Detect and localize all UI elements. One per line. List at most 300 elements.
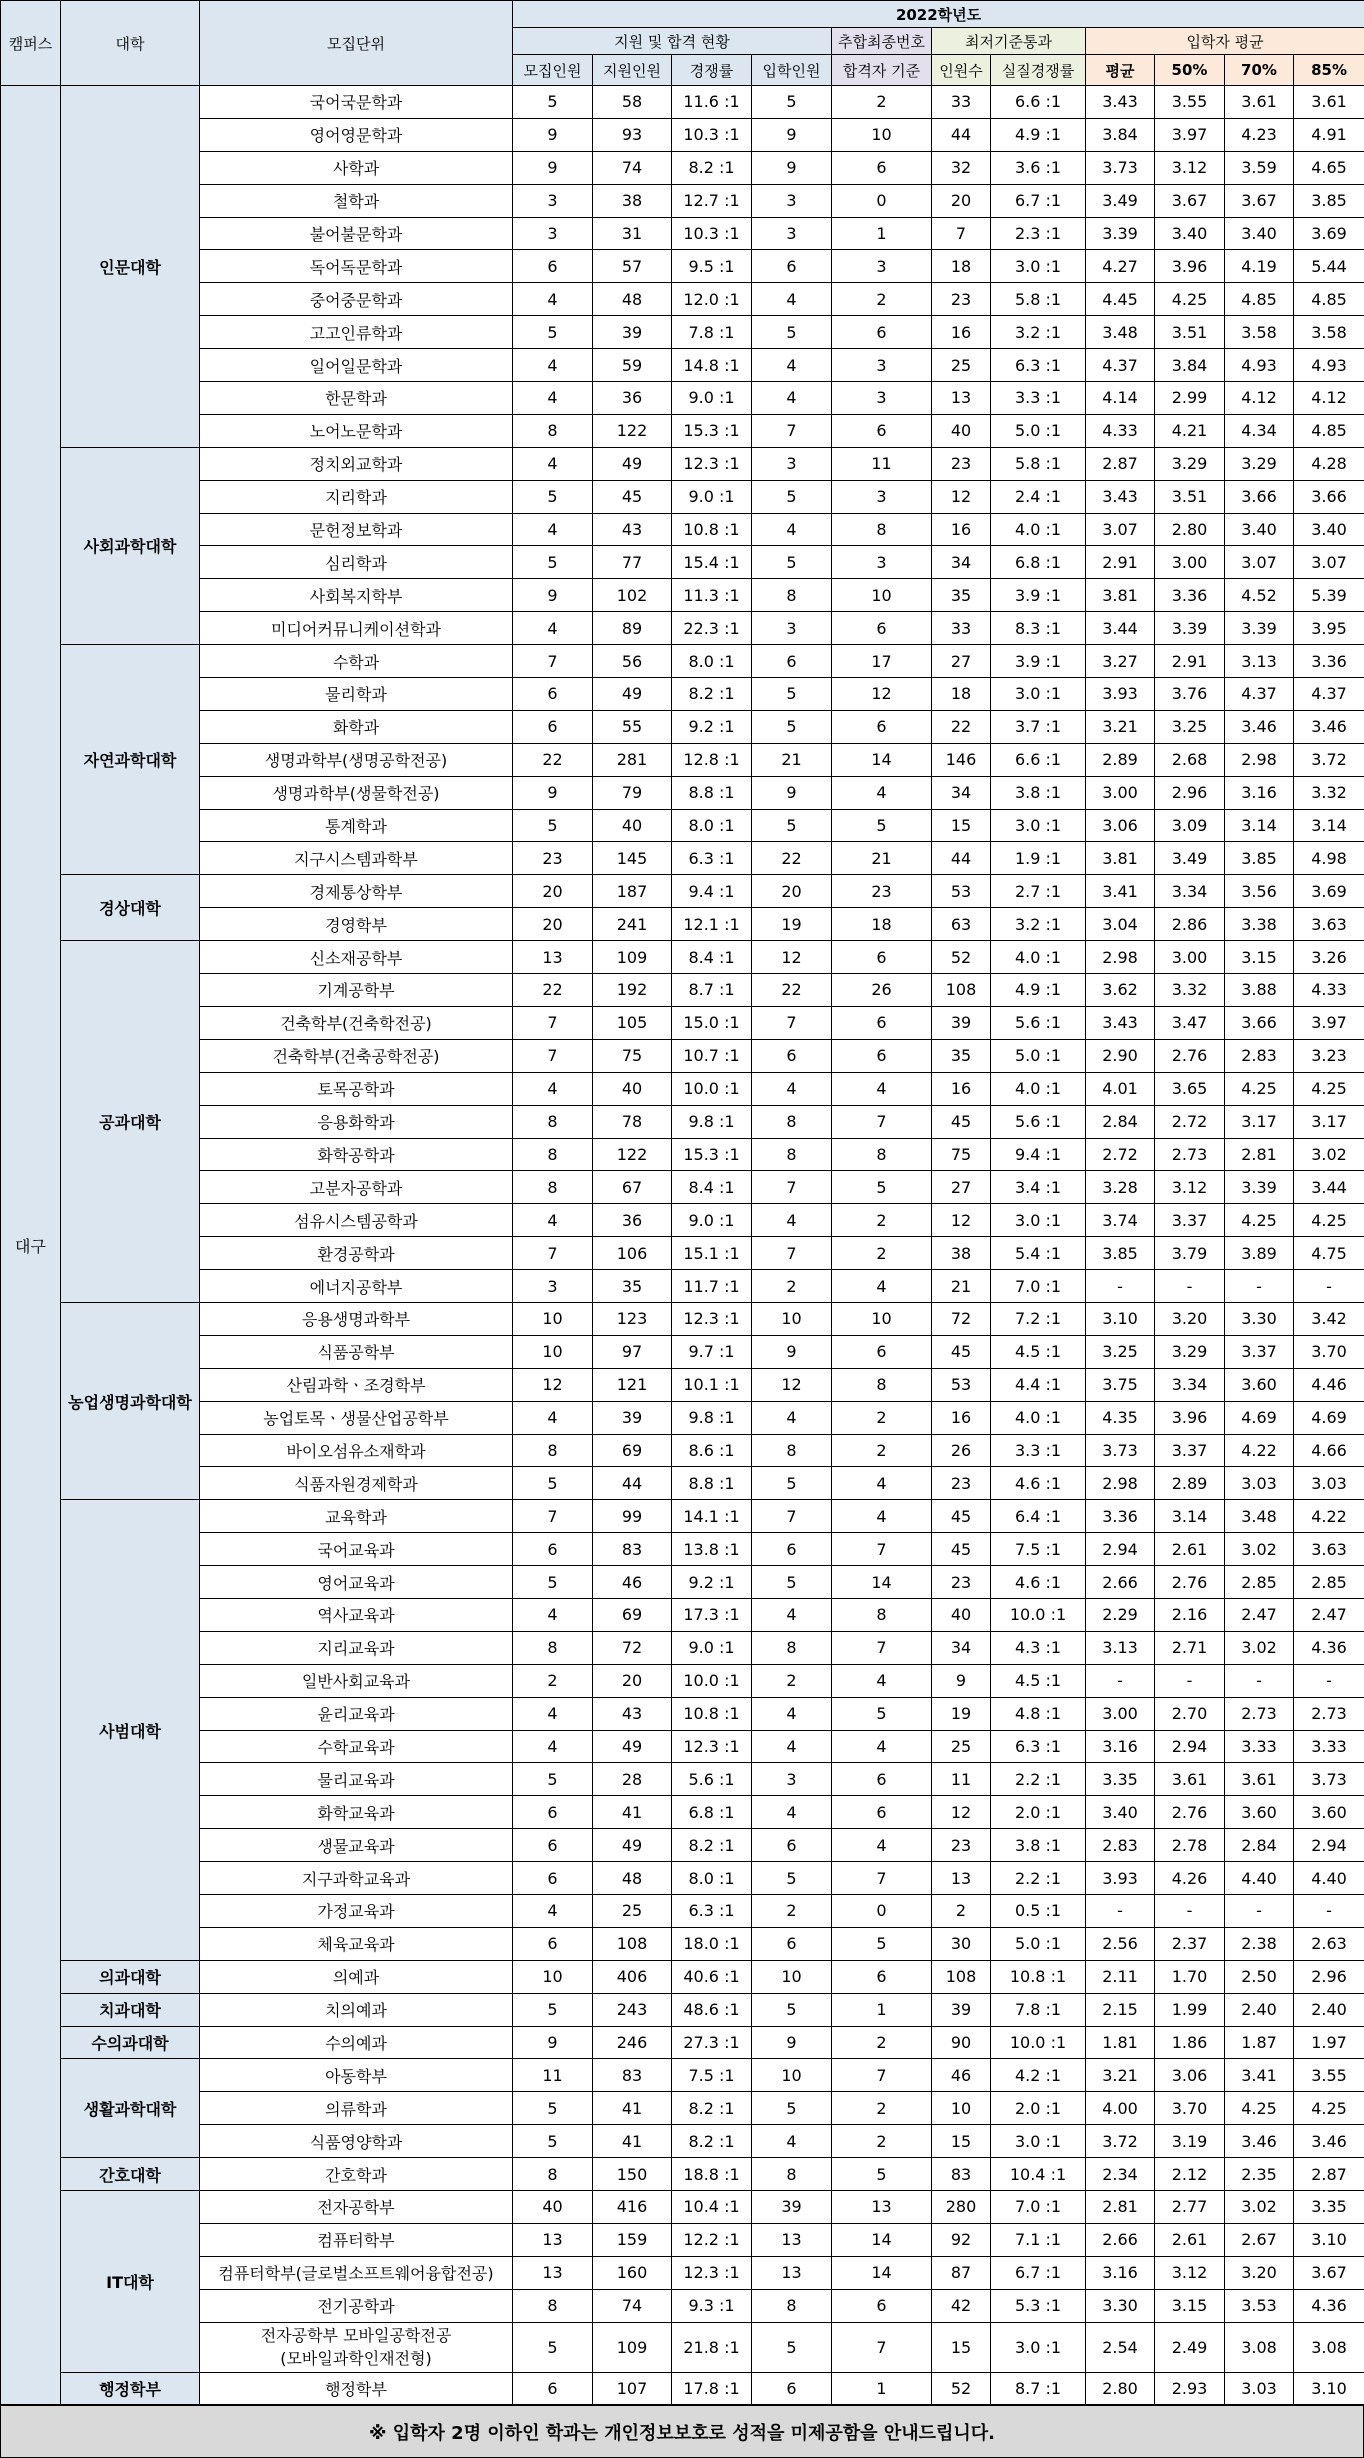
value-cell: 4 <box>832 1500 932 1533</box>
value-cell: 4.25 <box>1294 1204 1364 1237</box>
value-cell: 35 <box>932 1039 991 1072</box>
value-cell: 3.46 <box>1225 2125 1294 2158</box>
value-cell: 3.8 :1 <box>991 776 1086 809</box>
value-cell: 4.85 <box>1225 283 1294 316</box>
value-cell: 3.70 <box>1155 2092 1225 2125</box>
table-row <box>1 118 1364 151</box>
value-cell: 3.59 <box>1225 151 1294 184</box>
value-cell: 5.44 <box>1294 250 1364 283</box>
unit-name-cell: 컴퓨터학부(글로벌소프트웨어융합전공) <box>200 2256 513 2289</box>
table-row <box>1 1237 1364 1270</box>
value-cell: 2.3 :1 <box>991 217 1086 250</box>
value-cell: 1.81 <box>1086 2026 1155 2059</box>
value-cell: 12 <box>832 678 932 711</box>
unit-name-cell: 경영학부 <box>200 908 513 941</box>
value-cell: 280 <box>932 2191 991 2224</box>
value-cell: 3.20 <box>1155 1302 1225 1335</box>
value-cell: 3.43 <box>1086 480 1155 513</box>
value-cell: 14 <box>832 1566 932 1599</box>
value-cell: 2.76 <box>1155 1566 1225 1599</box>
apply-group-header: 지원 및 합격 현황 <box>513 28 832 55</box>
value-cell: 4.22 <box>1225 1434 1294 1467</box>
value-cell: 35 <box>932 579 991 612</box>
value-cell: 3.73 <box>1086 1434 1155 1467</box>
value-cell: 3.93 <box>1086 1862 1155 1895</box>
value-cell: 3 <box>752 612 832 645</box>
value-cell: 3.66 <box>1225 480 1294 513</box>
value-cell: 3.03 <box>1225 2372 1294 2405</box>
value-cell: 2 <box>832 2026 932 2059</box>
value-cell: 2.94 <box>1294 1829 1364 1862</box>
value-cell: 11.6 :1 <box>672 86 752 119</box>
col-waitlist: 합격자 기준 <box>832 55 932 86</box>
value-cell: 3.4 :1 <box>991 1171 1086 1204</box>
value-cell: - <box>1086 1270 1155 1303</box>
value-cell: 26 <box>832 974 932 1007</box>
value-cell: 8.7 :1 <box>672 974 752 1007</box>
value-cell: 49 <box>593 678 672 711</box>
value-cell: 17.8 :1 <box>672 2372 752 2405</box>
value-cell: 6 <box>513 1862 593 1895</box>
value-cell: 5 <box>752 316 832 349</box>
value-cell: 3.13 <box>1086 1631 1155 1664</box>
value-cell: 2.34 <box>1086 2158 1155 2191</box>
value-cell: 15.3 :1 <box>672 1138 752 1171</box>
value-cell: 4 <box>752 1072 832 1105</box>
value-cell: 3.40 <box>1225 217 1294 250</box>
value-cell: 8 <box>752 1434 832 1467</box>
table-row <box>1 1138 1364 1171</box>
unit-name-cell: 물리학과 <box>200 678 513 711</box>
value-cell: 246 <box>593 2026 672 2059</box>
value-cell: 3.93 <box>1086 678 1155 711</box>
value-cell: 4.52 <box>1225 579 1294 612</box>
value-cell: 3.97 <box>1294 1006 1364 1039</box>
value-cell: 7 <box>513 1039 593 1072</box>
value-cell: 12.3 :1 <box>672 2256 752 2289</box>
value-cell: 79 <box>593 776 672 809</box>
value-cell: 9 <box>752 151 832 184</box>
value-cell: 3.2 :1 <box>991 908 1086 941</box>
value-cell: 89 <box>593 612 672 645</box>
value-cell: 23 <box>932 447 991 480</box>
value-cell: 10 <box>513 1302 593 1335</box>
value-cell: 3.07 <box>1086 513 1155 546</box>
value-cell: 1 <box>832 2372 932 2405</box>
table-row <box>1 1862 1364 1895</box>
value-cell: 3.61 <box>1225 1763 1294 1796</box>
value-cell: 31 <box>593 217 672 250</box>
unit-name-cell: 체육교육과 <box>200 1927 513 1960</box>
value-cell: 16 <box>932 513 991 546</box>
value-cell: 43 <box>593 1697 672 1730</box>
value-cell: 2.47 <box>1294 1598 1364 1631</box>
value-cell: 4.9 :1 <box>991 118 1086 151</box>
value-cell: 4.93 <box>1225 349 1294 382</box>
table-row <box>1 316 1364 349</box>
value-cell: 8 <box>832 1138 932 1171</box>
unit-name-cell: 영어교육과 <box>200 1566 513 1599</box>
value-cell: 27 <box>932 645 991 678</box>
value-cell: 5 <box>513 2092 593 2125</box>
value-cell: 9 <box>752 118 832 151</box>
table-row <box>1 480 1364 513</box>
value-cell: 6 <box>752 2372 832 2405</box>
value-cell: 13 <box>832 2191 932 2224</box>
table-row <box>1 546 1364 579</box>
value-cell: 16 <box>932 316 991 349</box>
value-cell: 4.34 <box>1225 414 1294 447</box>
table-row <box>1 447 1364 480</box>
table-row <box>1 1730 1364 1763</box>
value-cell: 159 <box>593 2223 672 2256</box>
unit-name-cell: 간호학과 <box>200 2158 513 2191</box>
value-cell: 102 <box>593 579 672 612</box>
value-cell: 5.6 :1 <box>991 1105 1086 1138</box>
value-cell: 39 <box>593 316 672 349</box>
value-cell: 2.89 <box>1086 743 1155 776</box>
value-cell: - <box>1086 1894 1155 1927</box>
value-cell: 4.25 <box>1294 2092 1364 2125</box>
value-cell: 9.2 :1 <box>672 1566 752 1599</box>
value-cell: 25 <box>932 349 991 382</box>
value-cell: 3 <box>513 217 593 250</box>
table-row <box>1 1467 1364 1500</box>
value-cell: 5.8 :1 <box>991 283 1086 316</box>
value-cell: 23 <box>932 1829 991 1862</box>
value-cell: 20 <box>513 908 593 941</box>
table-row <box>1 2125 1364 2158</box>
value-cell: 40 <box>593 809 672 842</box>
value-cell: 2.38 <box>1225 1927 1294 1960</box>
unit-name-cell: 국어국문학과 <box>200 86 513 119</box>
value-cell: 4.14 <box>1086 382 1155 415</box>
value-cell: 72 <box>932 1302 991 1335</box>
value-cell: 40 <box>932 414 991 447</box>
value-cell: 3.12 <box>1155 2256 1225 2289</box>
value-cell: 6 <box>832 710 932 743</box>
unit-name-cell: 고분자공학과 <box>200 1171 513 1204</box>
value-cell: 5.6 :1 <box>991 1006 1086 1039</box>
value-cell: 6 <box>832 941 932 974</box>
value-cell: 109 <box>593 2322 672 2372</box>
value-cell: 4.8 :1 <box>991 1697 1086 1730</box>
value-cell: 108 <box>932 974 991 1007</box>
value-cell: 2.85 <box>1225 1566 1294 1599</box>
value-cell: 3.10 <box>1086 1302 1155 1335</box>
value-cell: 6.8 :1 <box>991 546 1086 579</box>
value-cell: 1 <box>832 217 932 250</box>
value-cell: 21.8 :1 <box>672 2322 752 2372</box>
table-row <box>1 1204 1364 1237</box>
value-cell: - <box>1294 1270 1364 1303</box>
value-cell: 20 <box>513 875 593 908</box>
value-cell: 2.87 <box>1294 2158 1364 2191</box>
value-cell: 14 <box>832 2256 932 2289</box>
value-cell: 3.3 :1 <box>991 1434 1086 1467</box>
value-cell: 3 <box>513 1270 593 1303</box>
value-cell: 9 <box>513 118 593 151</box>
value-cell: 4 <box>752 283 832 316</box>
value-cell: 3.48 <box>1086 316 1155 349</box>
unit-name-cell: 수학과 <box>200 645 513 678</box>
value-cell: 7 <box>513 645 593 678</box>
table-row <box>1 184 1364 217</box>
value-cell: 2.98 <box>1086 1467 1155 1500</box>
value-cell: 16 <box>932 1401 991 1434</box>
value-cell: 8 <box>832 1598 932 1631</box>
value-cell: 49 <box>593 1730 672 1763</box>
value-cell: 6 <box>752 645 832 678</box>
value-cell: 5 <box>513 1993 593 2026</box>
value-cell: 4.37 <box>1225 678 1294 711</box>
value-cell: 3.02 <box>1225 2191 1294 2224</box>
value-cell: 7 <box>832 1533 932 1566</box>
value-cell: 2.99 <box>1155 382 1225 415</box>
value-cell: 6 <box>513 2372 593 2405</box>
unit-name-cell: 지리학과 <box>200 480 513 513</box>
unit-name-cell: 사회복지학부 <box>200 579 513 612</box>
value-cell: 3.58 <box>1225 316 1294 349</box>
value-cell: - <box>1294 1894 1364 1927</box>
value-cell: 9.3 :1 <box>672 2289 752 2322</box>
value-cell: 2.63 <box>1294 1927 1364 1960</box>
value-cell: 7.5 :1 <box>672 2059 752 2092</box>
value-cell: 3.34 <box>1155 875 1225 908</box>
value-cell: 44 <box>593 1467 672 1500</box>
value-cell: 8 <box>513 2289 593 2322</box>
value-cell: 41 <box>593 2092 672 2125</box>
value-cell: 2.85 <box>1294 1566 1364 1599</box>
value-cell: 2.81 <box>1225 1138 1294 1171</box>
value-cell: 4 <box>752 1697 832 1730</box>
value-cell: 3.14 <box>1294 809 1364 842</box>
value-cell: 5.39 <box>1294 579 1364 612</box>
value-cell: 6 <box>513 1533 593 1566</box>
value-cell: 3.08 <box>1294 2322 1364 2372</box>
value-cell: 3.67 <box>1225 184 1294 217</box>
value-cell: 6.3 :1 <box>672 842 752 875</box>
unit-name-cell: 독어독문학과 <box>200 250 513 283</box>
unit-name-cell: 전자공학부 모바일공학전공 (모바일과학인재전형) <box>200 2322 513 2372</box>
value-cell: 10.0 :1 <box>672 1664 752 1697</box>
value-cell: 3.14 <box>1155 1500 1225 1533</box>
value-cell: 3.81 <box>1086 579 1155 612</box>
unit-name-cell: 정치외교학과 <box>200 447 513 480</box>
value-cell: 5 <box>513 1763 593 1796</box>
unit-name-cell: 의류학과 <box>200 2092 513 2125</box>
value-cell: 3.15 <box>1225 941 1294 974</box>
value-cell: 5 <box>513 809 593 842</box>
unit-name-cell: 지리교육과 <box>200 1631 513 1664</box>
value-cell: 8.0 :1 <box>672 1862 752 1895</box>
unit-name-cell: 생명과학부(생물학전공) <box>200 776 513 809</box>
value-cell: 7 <box>932 217 991 250</box>
value-cell: 4 <box>513 1204 593 1237</box>
value-cell: 75 <box>932 1138 991 1171</box>
value-cell: 6 <box>752 1927 832 1960</box>
value-cell: 12.2 :1 <box>672 2223 752 2256</box>
table-row <box>1 776 1364 809</box>
value-cell: 0 <box>832 184 932 217</box>
value-cell: 15 <box>932 809 991 842</box>
value-cell: 4.6 :1 <box>991 1467 1086 1500</box>
value-cell: 7 <box>513 1006 593 1039</box>
table-row <box>1 1039 1364 1072</box>
value-cell: 5 <box>832 1927 932 1960</box>
value-cell: 38 <box>593 184 672 217</box>
table-body <box>1 86 1364 2405</box>
unit-name-cell: 교육학과 <box>200 1500 513 1533</box>
value-cell: 3.97 <box>1155 118 1225 151</box>
value-cell: 3.69 <box>1294 875 1364 908</box>
value-cell: 14.8 :1 <box>672 349 752 382</box>
unit-name-cell: 생명과학부(생명공학전공) <box>200 743 513 776</box>
value-cell: 5 <box>752 809 832 842</box>
value-cell: - <box>1155 1270 1225 1303</box>
unit-name-cell: 일어일문학과 <box>200 349 513 382</box>
value-cell: 6.3 :1 <box>991 1730 1086 1763</box>
value-cell: 6 <box>513 710 593 743</box>
value-cell: 23 <box>932 283 991 316</box>
value-cell: 41 <box>593 2125 672 2158</box>
value-cell: 6.6 :1 <box>991 86 1086 119</box>
value-cell: 3.67 <box>1155 184 1225 217</box>
value-cell: 8.8 :1 <box>672 776 752 809</box>
value-cell: 3.33 <box>1294 1730 1364 1763</box>
value-cell: 13.8 :1 <box>672 1533 752 1566</box>
value-cell: 13 <box>513 941 593 974</box>
value-cell: 36 <box>593 1204 672 1237</box>
value-cell: 5 <box>752 86 832 119</box>
value-cell: 3.21 <box>1086 710 1155 743</box>
value-cell: 12.3 :1 <box>672 1302 752 1335</box>
table-row <box>1 1763 1364 1796</box>
value-cell: 3.51 <box>1155 480 1225 513</box>
value-cell: 4 <box>752 1598 832 1631</box>
value-cell: 2.35 <box>1225 2158 1294 2191</box>
unit-name-cell: 가정교육과 <box>200 1894 513 1927</box>
value-cell: 3.40 <box>1086 1796 1155 1829</box>
value-cell: 2.12 <box>1155 2158 1225 2191</box>
value-cell: 2.15 <box>1086 1993 1155 2026</box>
value-cell: 4.0 :1 <box>991 513 1086 546</box>
value-cell: 8.2 :1 <box>672 1829 752 1862</box>
value-cell: 23 <box>832 875 932 908</box>
value-cell: 18 <box>832 908 932 941</box>
value-cell: 6 <box>513 678 593 711</box>
value-cell: 8.2 :1 <box>672 2092 752 2125</box>
unit-name-cell: 의예과 <box>200 1960 513 1993</box>
value-cell: 1.87 <box>1225 2026 1294 2059</box>
value-cell: 14 <box>832 743 932 776</box>
table-row <box>1 941 1364 974</box>
value-cell: 5 <box>752 2322 832 2372</box>
value-cell: 3.60 <box>1225 1796 1294 1829</box>
value-cell: 93 <box>593 118 672 151</box>
table-row <box>1 513 1364 546</box>
college-cell: IT대학 <box>61 2191 200 2373</box>
value-cell: 22 <box>752 974 832 1007</box>
table-row <box>1 1533 1364 1566</box>
value-cell: 3.02 <box>1225 1533 1294 1566</box>
value-cell: 15 <box>932 2322 991 2372</box>
college-cell: 농업생명과학대학 <box>61 1302 200 1499</box>
value-cell: 5 <box>752 2092 832 2125</box>
table-row <box>1 2289 1364 2322</box>
value-cell: 4.25 <box>1294 1072 1364 1105</box>
value-cell: 3 <box>513 184 593 217</box>
value-cell: 108 <box>593 1927 672 1960</box>
value-cell: 10.8 :1 <box>991 1960 1086 1993</box>
value-cell: 3.69 <box>1294 217 1364 250</box>
unit-name-cell: 철학과 <box>200 184 513 217</box>
value-cell: 8.4 :1 <box>672 941 752 974</box>
value-cell: 107 <box>593 2372 672 2405</box>
value-cell: 44 <box>932 118 991 151</box>
unit-name-cell: 역사교육과 <box>200 1598 513 1631</box>
value-cell: 11 <box>513 2059 593 2092</box>
value-cell: 6 <box>832 414 932 447</box>
value-cell: 3.3 :1 <box>991 382 1086 415</box>
college-cell: 생활과학대학 <box>61 2059 200 2158</box>
table-row <box>1 579 1364 612</box>
unit-name-cell: 농업토목ㆍ생물산업공학부 <box>200 1401 513 1434</box>
value-cell: 10.0 :1 <box>991 2026 1086 2059</box>
value-cell: 3.37 <box>1155 1434 1225 1467</box>
value-cell: 8 <box>513 2158 593 2191</box>
value-cell: 10 <box>932 2092 991 2125</box>
value-cell: 2.81 <box>1086 2191 1155 2224</box>
value-cell: 25 <box>932 1730 991 1763</box>
value-cell: 5 <box>832 1697 932 1730</box>
value-cell: 9.8 :1 <box>672 1105 752 1138</box>
table-row <box>1 1598 1364 1631</box>
value-cell: 4.85 <box>1294 283 1364 316</box>
value-cell: 53 <box>932 875 991 908</box>
value-cell: 4.37 <box>1294 678 1364 711</box>
value-cell: 45 <box>932 1105 991 1138</box>
value-cell: 281 <box>593 743 672 776</box>
value-cell: 22 <box>932 710 991 743</box>
value-cell: 146 <box>932 743 991 776</box>
value-cell: 8 <box>752 1138 832 1171</box>
value-cell: 2 <box>932 1894 991 1927</box>
value-cell: 2 <box>832 86 932 119</box>
value-cell: 5.0 :1 <box>991 414 1086 447</box>
waitlist-group-header: 추합최종번호 <box>832 28 932 55</box>
value-cell: 3.07 <box>1294 546 1364 579</box>
value-cell: 58 <box>593 86 672 119</box>
value-cell: 6 <box>832 612 932 645</box>
value-cell: 72 <box>593 1631 672 1664</box>
value-cell: 3.39 <box>1086 217 1155 250</box>
value-cell: 7.5 :1 <box>991 1533 1086 1566</box>
value-cell: 3 <box>752 217 832 250</box>
col-pass: 인원수 <box>932 55 991 86</box>
value-cell: 4.69 <box>1225 1401 1294 1434</box>
college-cell: 인문대학 <box>61 86 200 448</box>
value-cell: 7 <box>752 1171 832 1204</box>
value-cell: 3.30 <box>1086 2289 1155 2322</box>
value-cell: 5 <box>752 1566 832 1599</box>
value-cell: 3.96 <box>1155 1401 1225 1434</box>
value-cell: 7.8 :1 <box>672 316 752 349</box>
value-cell: 5 <box>513 1467 593 1500</box>
value-cell: 4 <box>513 1401 593 1434</box>
value-cell: 2.73 <box>1294 1697 1364 1730</box>
col-enrolled: 입학인원 <box>752 55 832 86</box>
